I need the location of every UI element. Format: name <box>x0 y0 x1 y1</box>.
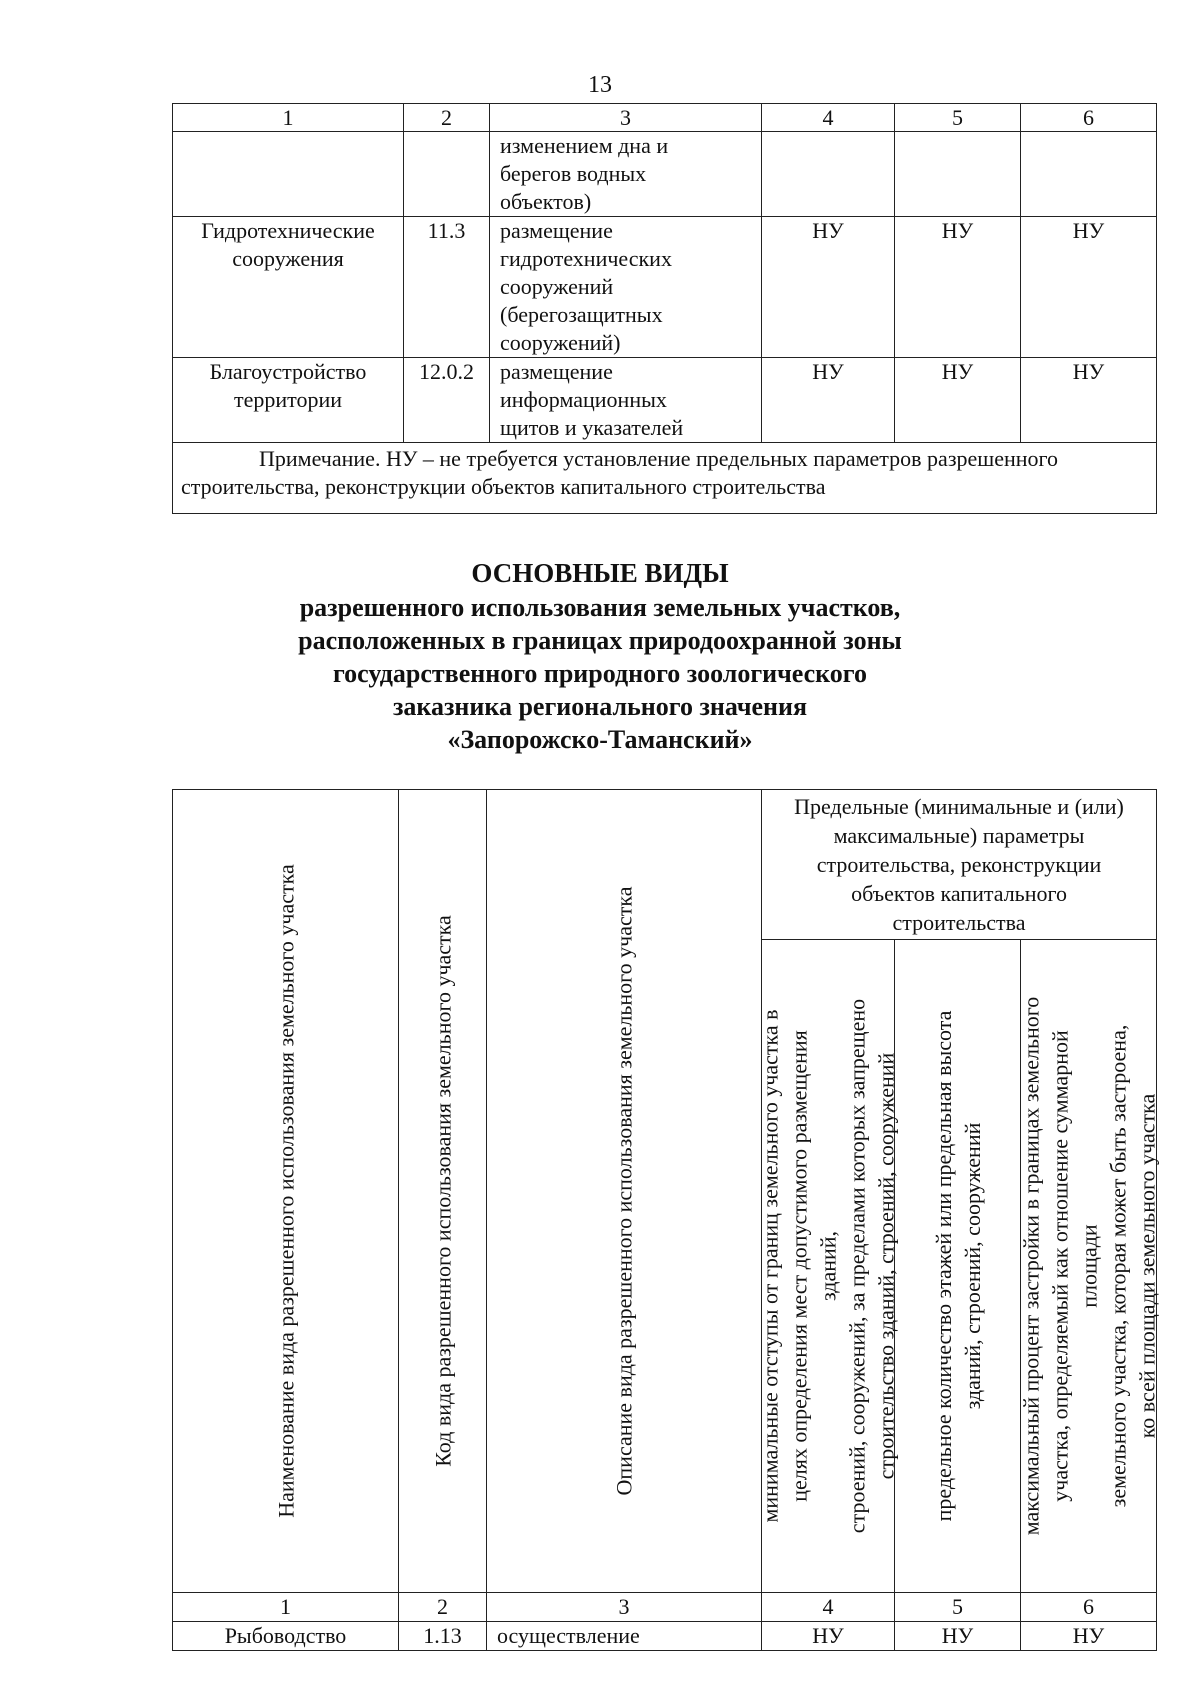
text-line: щитов и указателей <box>500 415 684 440</box>
vertical-header-text: Наименование вида разрешенного использования земельного участка <box>273 864 298 1518</box>
value-cell: НУ <box>762 217 895 358</box>
vertical-header-text <box>756 996 901 1536</box>
text-line: Благоустройство <box>209 359 367 384</box>
vertical-header-text <box>1016 986 1161 1546</box>
col-number: 4 <box>762 1593 895 1622</box>
text-line: Гидротехнические <box>201 218 375 243</box>
value-cell: НУ <box>895 358 1021 443</box>
col-number: 4 <box>762 104 895 132</box>
name-cell <box>173 217 404 358</box>
description-cell <box>490 132 762 217</box>
text-line: размещение <box>500 218 613 243</box>
text-line: ко всей площади земельного участка <box>1134 1093 1160 1439</box>
header-row <box>173 790 1157 940</box>
code-cell: 12.0.2 <box>404 358 490 443</box>
col-header-description <box>487 790 762 1593</box>
text-line: территории <box>233 387 343 412</box>
table-row <box>173 1622 1157 1651</box>
heading-line: «Запорожско-Таманский» <box>447 725 753 754</box>
vertical-header-text <box>929 986 987 1546</box>
value-cell: НУ <box>1021 1622 1157 1651</box>
table-row <box>173 132 1157 217</box>
col-header-code <box>399 790 487 1593</box>
value-cell: НУ <box>1021 217 1157 358</box>
column-number-row <box>173 104 1157 132</box>
text-line: сооружений <box>500 274 614 299</box>
col-header-name <box>173 790 399 1593</box>
name-cell <box>173 358 404 443</box>
value-cell: НУ <box>1021 358 1157 443</box>
name-cell: Рыбоводство <box>173 1622 399 1651</box>
text-line: сооружения <box>232 246 344 271</box>
page-number: 13 <box>588 72 612 98</box>
col-number: 5 <box>895 1593 1021 1622</box>
text-line: минимальные отступы от границ земельного участка в <box>757 1009 783 1523</box>
heading-line: расположенных в границах природоохранной зоны <box>298 626 902 655</box>
value-cell: НУ <box>895 1622 1021 1651</box>
note-row <box>173 443 1157 514</box>
description-cell <box>490 217 762 358</box>
note-line: Примечание. НУ – не требуется установление предельных параметров разрешенного <box>259 446 1059 471</box>
col-number: 1 <box>173 1593 399 1622</box>
value-cell <box>762 132 895 217</box>
name-cell <box>173 132 404 217</box>
vertical-header-text: Код вида разрешенного использования земельного участка <box>430 915 455 1467</box>
description-cell: осуществление <box>487 1622 762 1651</box>
heading-title: ОСНОВНЫЕ ВИДЫ <box>471 558 729 588</box>
text-line: целях определения мест допустимого размещения зданий, <box>786 1030 841 1502</box>
col-number: 2 <box>404 104 490 132</box>
col-number: 3 <box>490 104 762 132</box>
text-line: максимальный процент застройки в границах земельного <box>1018 996 1044 1536</box>
text-line: объектов капитального <box>851 881 1067 906</box>
text-line: зданий, строений, сооружений <box>959 1122 985 1410</box>
col-number: 6 <box>1021 1593 1157 1622</box>
note-cell <box>173 443 1157 514</box>
table-row <box>173 217 1157 358</box>
col-number: 6 <box>1021 104 1157 132</box>
value-cell: НУ <box>895 217 1021 358</box>
text-line: объектов) <box>500 189 592 214</box>
col-header-floors <box>895 940 1021 1593</box>
heading-line: заказника регионального значения <box>392 692 808 721</box>
column-number-row <box>173 1593 1157 1622</box>
text-line: сооружений) <box>500 330 621 355</box>
value-cell <box>1021 132 1157 217</box>
code-cell: 1.13 <box>399 1622 487 1651</box>
col-number: 2 <box>399 1593 487 1622</box>
text-line: информационных <box>500 387 667 412</box>
main-table <box>172 789 1160 1651</box>
col-header-setbacks <box>757 940 899 1593</box>
text-line: участка, определяемый как отношение суммарной площади <box>1047 1030 1102 1502</box>
vertical-header-text: Описание вида разрешенного использования земельного участка <box>611 886 637 1496</box>
text-line: изменением дна и <box>500 133 669 158</box>
value-cell: НУ <box>762 358 895 443</box>
code-cell <box>404 132 490 217</box>
text-line: предельное количество этажей или предельная высота <box>930 1010 956 1522</box>
col-number: 1 <box>173 104 404 132</box>
text-line: Предельные (минимальные и (или) <box>794 794 1124 819</box>
group-header <box>762 790 1157 940</box>
text-line: гидротехнических <box>500 246 672 271</box>
text-line: строительства <box>892 910 1026 935</box>
description-cell <box>490 358 762 443</box>
text-line: (берегозащитных <box>500 302 663 327</box>
section-heading <box>0 555 1200 756</box>
text-line: берегов водных <box>500 161 647 186</box>
col-number: 3 <box>487 1593 762 1622</box>
text-line: строительства, реконструкции <box>816 852 1102 877</box>
top-table <box>172 103 1157 514</box>
heading-line: разрешенного использования земельных участков, <box>299 593 901 622</box>
text-line: максимальные) параметры <box>833 823 1085 848</box>
code-cell: 11.3 <box>404 217 490 358</box>
text-line: размещение <box>500 359 613 384</box>
value-cell <box>895 132 1021 217</box>
text-line: строительство зданий, строений, сооружений <box>873 1052 899 1480</box>
text-line: земельного участка, которая может быть застроена, <box>1105 1024 1131 1508</box>
value-cell: НУ <box>762 1622 895 1651</box>
col-number: 5 <box>895 104 1021 132</box>
heading-line: государственного природного зоологического <box>333 659 867 688</box>
text-line: строений, сооружений, за пределами которых запрещено <box>844 998 870 1534</box>
table-row <box>173 358 1157 443</box>
col-header-coverage <box>1018 940 1160 1593</box>
note-line: строительства, реконструкции объектов капитального строительства <box>181 474 826 499</box>
